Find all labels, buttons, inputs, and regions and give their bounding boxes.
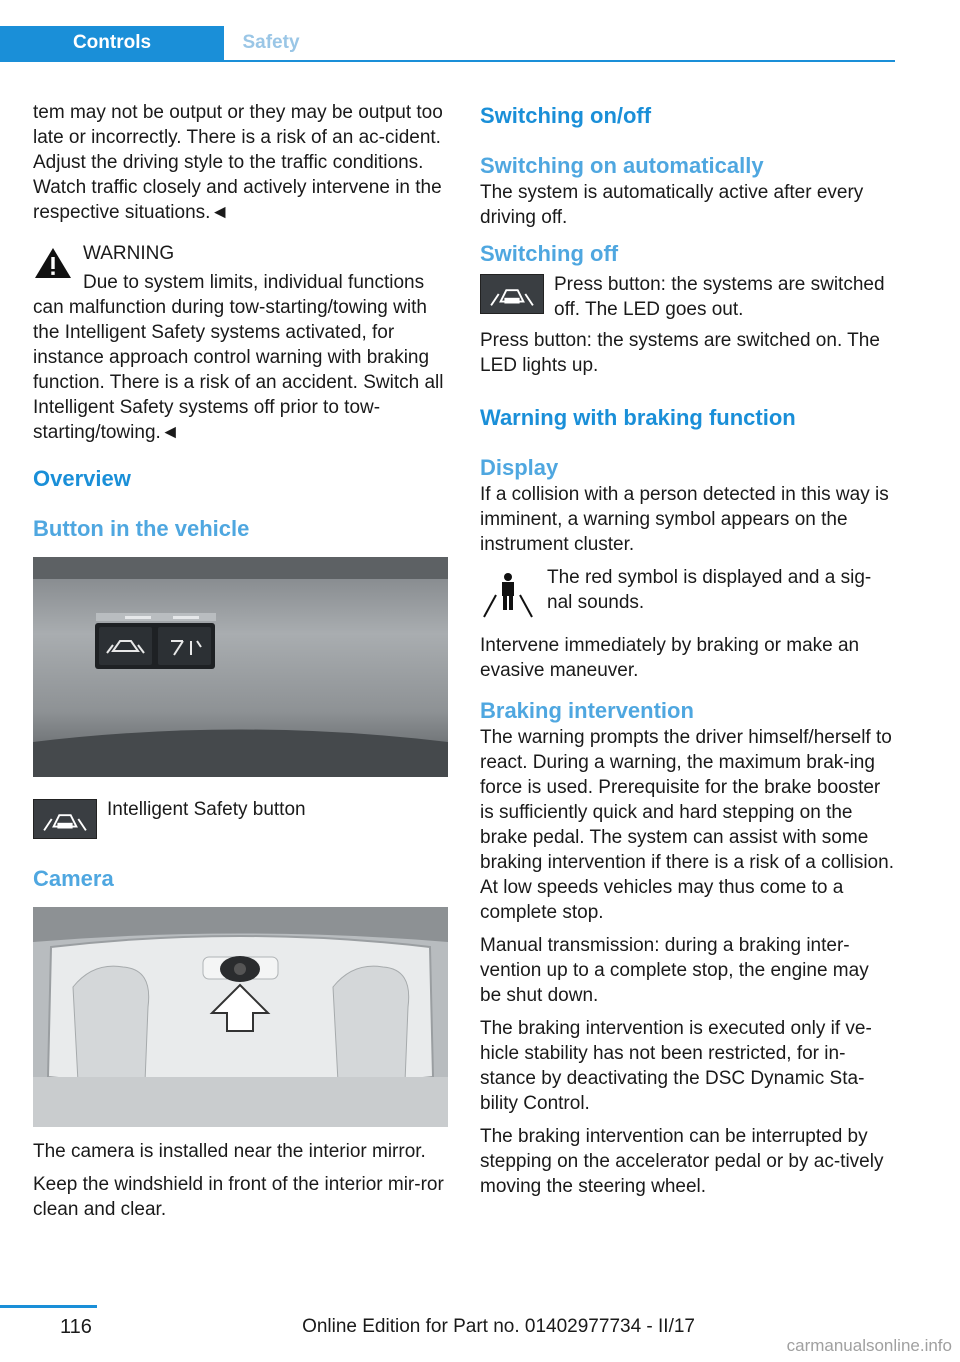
tab-controls[interactable]: Controls — [0, 26, 224, 60]
warning-braking-heading: Warning with braking function — [480, 405, 796, 430]
symbol-text: The red symbol is displayed and a sig-nal sounds. — [547, 567, 872, 613]
warning-triangle-icon — [33, 245, 73, 281]
button-caption-row — [33, 797, 449, 853]
button-heading: Button in the vehicle — [33, 516, 250, 541]
braking-text-2: Manual transmission: during a braking inter-vention up to a complete stop, the engine may be shut down. — [480, 935, 869, 1006]
braking-heading: Braking intervention — [480, 698, 694, 723]
section-tabs — [0, 26, 895, 62]
off-heading: Switching off — [480, 241, 619, 266]
auto-heading: Switching on automatically — [480, 153, 764, 178]
braking-text-3: The braking intervention is executed only if ve-hicle stability has not been restricted, for in-stance by deactivating the DSC Dynamic Sta-bility Control. — [480, 1018, 872, 1114]
on-text: Press button: the systems are switched on. The LED lights up. — [480, 330, 880, 376]
page-number: 116 — [60, 1316, 92, 1338]
camera-photo — [33, 907, 448, 1127]
right-column — [480, 100, 895, 1207]
intelligent-safety-button-icon — [33, 799, 97, 839]
button-photo — [33, 557, 448, 777]
switching-heading: Switching on/off — [480, 103, 652, 128]
button-caption: Intelligent Safety button — [107, 799, 306, 820]
camera-heading: Camera — [33, 866, 114, 891]
symbol-row — [480, 565, 895, 621]
intro-paragraph: tem may not be output or they may be output too late or incorrectly. There is a risk of an ac-cident. Adjust the driving style to the traffic conditions. Watch traffic closely and actively intervene in the respective situations.◄ — [33, 102, 443, 223]
camera-text-1: The camera is installed near the interior mirror. — [33, 1141, 426, 1162]
overview-heading: Overview — [33, 466, 131, 491]
left-column — [33, 100, 449, 1230]
off-row — [480, 272, 895, 328]
off-text: Press button: the systems are switched off. The LED goes out. — [554, 274, 885, 320]
camera-text-2: Keep the windshield in front of the interior mir-ror clean and clear. — [33, 1174, 444, 1220]
warning-text: Due to system limits, individual functions can malfunction during tow-starting/towing with the Intelligent Safety systems activated, for instance approach control warning with braking function. There is a risk of an accident. Switch all Intelligent Safety systems off prior to tow-starting/towing.◄ — [33, 272, 444, 443]
pedestrian-warning-icon — [480, 567, 536, 621]
header-rule — [0, 60, 895, 62]
edition-note: Online Edition for Part no. 01402977734 - II/17 — [302, 1316, 695, 1337]
braking-text-1: The warning prompts the driver himself/herself to react. During a warning, the maximum brak-ing force is used. Prerequisite for the brake booster is sufficiently quick and hard stepping on the brake pedal. The system can assist with some braking intervention if there is a risk of a collision. At low speeds vehicles may thus come to a complete stop. — [480, 727, 894, 923]
display-heading: Display — [480, 455, 559, 480]
warning-title: WARNING — [83, 243, 175, 264]
watermark: carmanualsonline.info — [786, 1336, 952, 1355]
braking-text-4: The braking intervention can be interrupted by stepping on the accelerator pedal or by ac-tively moving the steering wheel. — [480, 1126, 884, 1197]
intelligent-safety-button-icon-small — [480, 274, 544, 314]
display-text: If a collision with a person detected in this way is imminent, a warning symbol appears on the instrument cluster. — [480, 484, 889, 555]
warning-block — [33, 241, 449, 445]
auto-text: The system is automatically active after every driving off. — [480, 182, 864, 228]
intervene-text: Intervene immediately by braking or make an evasive maneuver. — [480, 635, 860, 681]
tab-safety[interactable]: Safety — [242, 32, 300, 53]
footer-rule — [0, 1305, 97, 1308]
